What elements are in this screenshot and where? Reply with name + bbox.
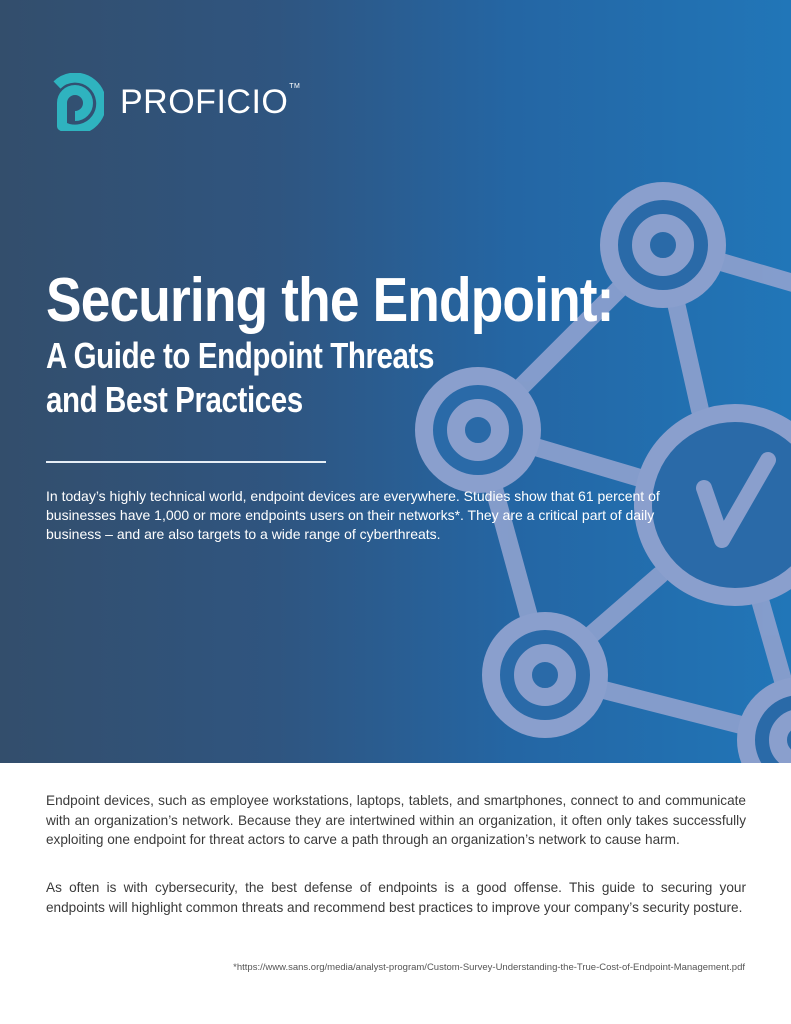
document-title: Securing the Endpoint: [46, 266, 614, 335]
document-subtitle-line-1: A Guide to Endpoint Threats [46, 335, 434, 376]
brand-name [120, 82, 301, 122]
body-paragraph-2: As often is with cybersecurity, the best defense of endpoints is a good offense. This guide to securing your endpoints will highlight common threats and recommend best practices to improve your company’s security posture. [46, 880, 746, 915]
trademark-mark: TM [289, 82, 301, 90]
brand-name-text: PROFICIO [120, 82, 289, 121]
document-subtitle-line-2: and Best Practices [46, 379, 303, 420]
footnote-link[interactable]: *https://www.sans.org/media/analyst-program/Custom-Survey-Understanding-the-True-Cost-of-Endpoint-Management.pdf [233, 962, 745, 973]
proficio-logo [46, 73, 301, 131]
body-paragraph-1: Endpoint devices, such as employee workstations, laptops, tablets, and smartphones, connect to and communicate with an organization’s network. Because they are intertwined within an organization, it often only takes successfully exploiting one endpoint for threat actors to carve a path through an organization’s network to cause harm. [46, 793, 746, 847]
title-divider [46, 461, 326, 463]
title-block [46, 268, 706, 422]
intro-paragraph: In today’s highly technical world, endpoint devices are everywhere. Studies show that 61 percent of businesses have 1,000 or more endpoints users on their networks*. They are a critical part of daily business – and are also targets to a wide range of cyberthreats. [46, 488, 660, 542]
proficio-p-ring-icon [46, 73, 104, 131]
